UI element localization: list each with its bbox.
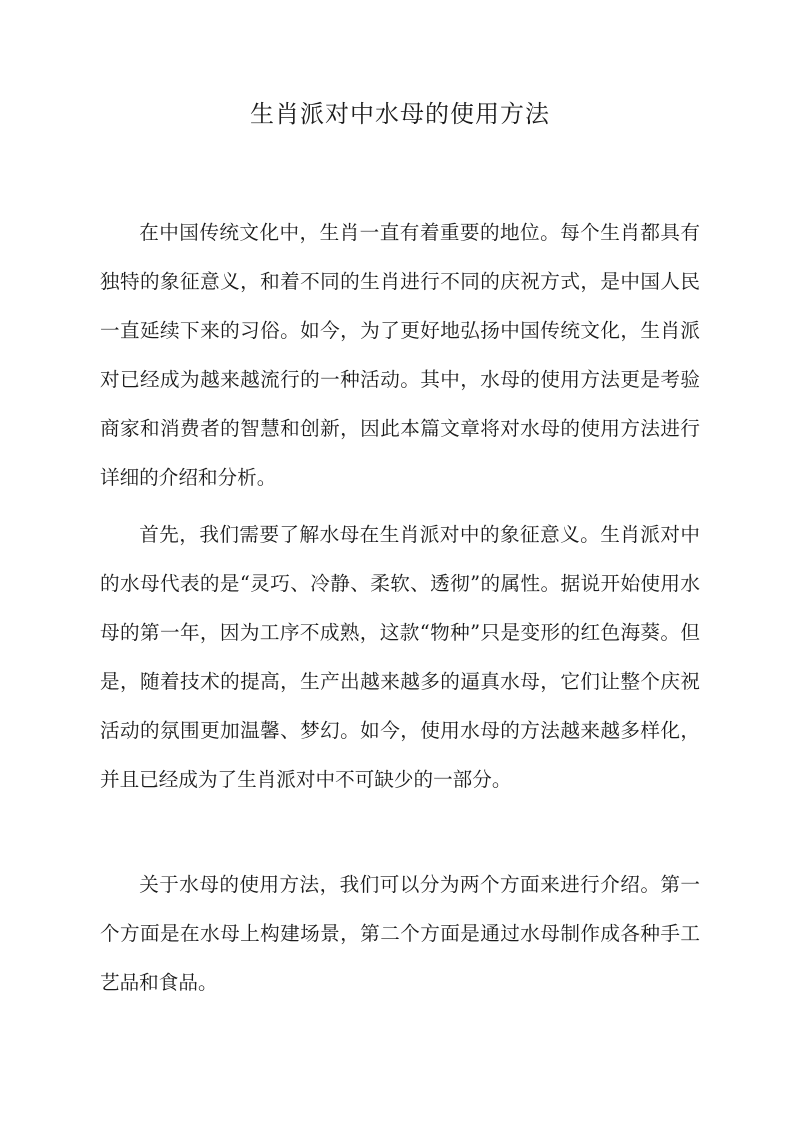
paragraph-usage-methods: 关于水母的使用方法，我们可以分为两个方面来进行介绍。第一个方面是在水母上构建场景，第二个方面是通过水母制作成各种手工艺品和食品。 (100, 873, 700, 994)
paragraph-intro: 在中国传统文化中，生肖一直有着重要的地位。每个生肖都具有独特的象征意义，和着不同的生肖进行不同的庆祝方式，是中国人民一直延续下来的习俗。如今，为了更好地弘扬中国传统文化，生肖派对已经成为越来越流行的一种活动。其中，水母的使用方法更是考验商家和消费者的智慧和创新，因此本篇文章将对水母的使用方法进行详细的介绍和分析。 (100, 221, 700, 489)
document-title: 生肖派对中水母的使用方法 (250, 100, 550, 128)
paragraph-symbolism: 首先，我们需要了解水母在生肖派对中的象征意义。生肖派对中的水母代表的是“灵巧、冷静、柔软、透彻”的属性。据说开始使用水母的第一年，因为工序不成熟，这款“物种”只是变形的红色海葵。但是，随着技术的提高，生产出越来越多的逼真水母，它们让整个庆祝活动的氛围更加温馨、梦幻。如今，使用水母的方法越来越多样化，并且已经成为了生肖派对中不可缺少的一部分。 (100, 523, 700, 791)
